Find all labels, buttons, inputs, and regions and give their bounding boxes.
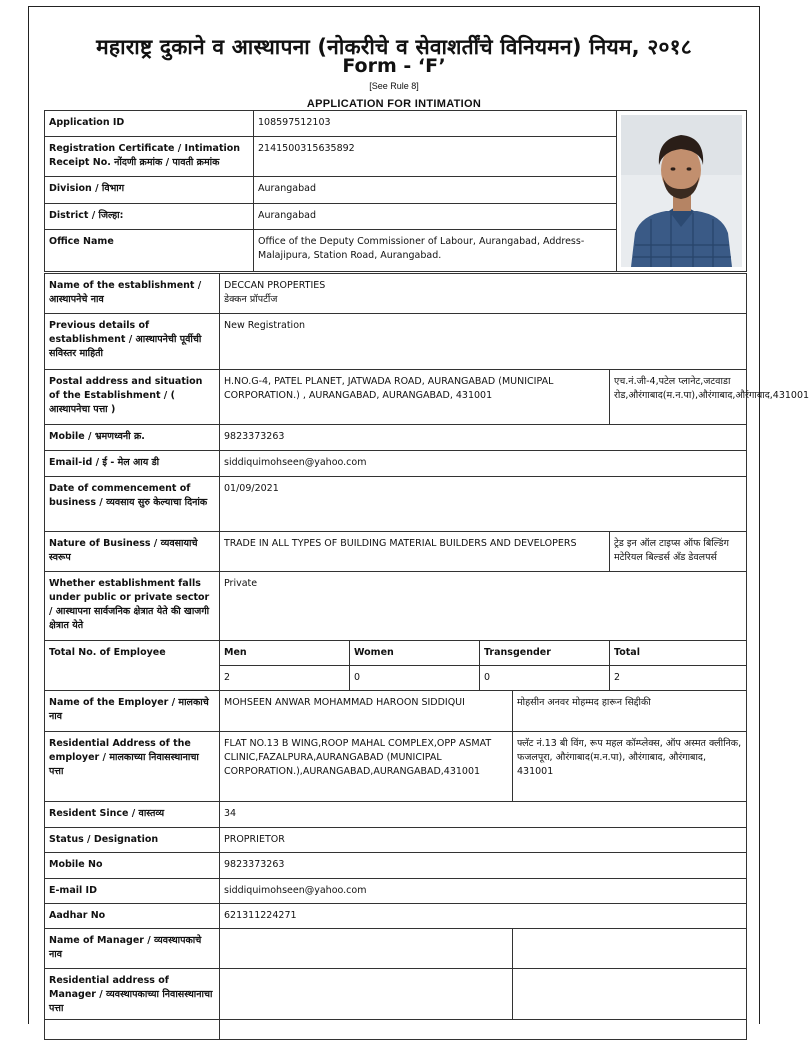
employer-mobile-label: Mobile No xyxy=(45,853,220,879)
division-label: Division / विभाग xyxy=(45,177,254,203)
employee-count-men: 2 xyxy=(220,666,350,691)
employer-email-value: siddiquimohseen@yahoo.com xyxy=(220,879,747,904)
manager-address-value-mr xyxy=(513,969,747,1020)
application-id-label: Application ID xyxy=(45,111,254,137)
employer-address-en: FLAT NO.13 B WING,ROOP MAHAL COMPLEX,OPP ASMAT CLINIC,FAZALPURA,AURANGABAD (MUNICIPAL CORPORATION.),AURANGABAD,AURANGABAD,431001 xyxy=(220,732,513,802)
nature-label: Nature of Business / व्यवसायाचे स्वरूप xyxy=(45,532,220,572)
employer-name-label: Name of the Employer / मालकाचे नाव xyxy=(45,691,220,732)
next-row-value xyxy=(220,1020,747,1040)
next-row-label xyxy=(45,1020,220,1040)
postal-address-en: H.NO.G-4, PATEL PLANET, JATWADA ROAD, AURANGABAD (MUNICIPAL CORPORATION.) , AURANGABAD, AURANGABAD, 431001 xyxy=(220,370,610,425)
employer-mobile-value: 9823373263 xyxy=(220,853,747,879)
resident-since-label: Resident Since / वास्तव्य xyxy=(45,802,220,828)
office-name-label: Office Name xyxy=(45,229,254,271)
previous-details-label: Previous details of establishment / आस्थापनेची पूर्वीची सविस्तर माहिती xyxy=(45,314,220,370)
division-value: Aurangabad xyxy=(254,177,617,203)
employee-count-transgender: 0 xyxy=(480,666,610,691)
district-label: District / जिल्हा: xyxy=(45,203,254,229)
resident-since-value: 34 xyxy=(220,802,747,828)
commencement-label: Date of commencement of business / व्यवसाय सुरु केल्याचा दिनांक xyxy=(45,477,220,532)
registration-label: Registration Certificate / Intimation Receipt No. नोंदणी क्रमांक / पावती क्रमांक xyxy=(45,137,254,177)
manager-address-label: Residential address of Manager / व्यवस्थापकाच्या निवासस्थानाचा पत्ता xyxy=(45,969,220,1020)
previous-details-value: New Registration xyxy=(220,314,747,370)
registration-value: 2141500315635892 xyxy=(254,137,617,177)
employer-name-mr: मोहसीन अनवर मोहम्मद हारून सिद्दीकी xyxy=(513,691,747,732)
status-value: PROPRIETOR xyxy=(220,828,747,853)
form-title-marathi: महाराष्ट्र दुकाने व आस्थापना (नोकरीचे व सेवाशर्तींचे विनियमन) नियम, २०१८ xyxy=(96,35,692,59)
employee-header-men: Men xyxy=(220,641,350,666)
employer-email-label: E-mail ID xyxy=(45,879,220,904)
office-info-table xyxy=(44,110,747,272)
postal-address-mr: एच.नं.जी-4,पटेल प्लानेट,जटवाडा रोड,औरंगाबाद(म.न.पा),औरंगाबाद,औरंगाबाद,431001 xyxy=(610,370,747,425)
manager-name-value xyxy=(220,929,513,969)
establishment-name-value xyxy=(220,274,747,314)
commencement-value: 01/09/2021 xyxy=(220,477,747,532)
employer-address-label: Residential Address of the employer / मालकाच्या निवासस्थानाचा पत्ता xyxy=(45,732,220,802)
applicant-photo xyxy=(617,111,747,272)
employee-count-women: 0 xyxy=(350,666,480,691)
email-value: siddiquimohseen@yahoo.com xyxy=(220,451,747,477)
form-name: Form - ‘F’ xyxy=(342,55,446,77)
employee-count-label: Total No. of Employee xyxy=(45,641,220,691)
aadhar-label: Aadhar No xyxy=(45,904,220,929)
mobile-value: 9823373263 xyxy=(220,425,747,451)
employee-header-women: Women xyxy=(350,641,480,666)
form-subtitle: APPLICATION FOR INTIMATION xyxy=(306,98,482,110)
manager-name-value-mr xyxy=(513,929,747,969)
email-label: Email-id / ई - मेल आय डी xyxy=(45,451,220,477)
postal-address-label: Postal address and situation of the Establishment / ( आस्थापनेचा पत्ता ) xyxy=(45,370,220,425)
office-name-value: Office of the Deputy Commissioner of Labour, Aurangabad, Address-Malajipura, Station Road, Aurangabad. xyxy=(254,229,617,271)
status-label: Status / Designation xyxy=(45,828,220,853)
applicant-photo-image xyxy=(621,115,742,267)
sector-label: Whether establishment falls under public or private sector / आस्थापना सार्वजनिक क्षेत्रात येते की खाजगी क्षेत्रात येते xyxy=(45,572,220,641)
employer-name-en: MOHSEEN ANWAR MOHAMMAD HAROON SIDDIQUI xyxy=(220,691,513,732)
establishment-name-mr: डेक्कन प्रॉपर्टीज xyxy=(224,294,278,305)
manager-name-label: Name of Manager / व्यवस्थापकाचे नाव xyxy=(45,929,220,969)
aadhar-value: 621311224271 xyxy=(220,904,747,929)
manager-address-value xyxy=(220,969,513,1020)
establishment-name-label: Name of the establishment / आस्थापनेचे नाव xyxy=(45,274,220,314)
nature-value-mr: ट्रेड इन ऑल टाइप्स ऑफ बिल्डिंग मटेरियल बिल्डर्स अँड डेवलपर्स xyxy=(610,532,747,572)
district-value: Aurangabad xyxy=(254,203,617,229)
employee-count-total: 2 xyxy=(610,666,747,691)
application-id-value: 108597512103 xyxy=(254,111,617,137)
employer-address-mr: फ्लॅट नं.13 बी विंग, रूप महल कॉम्प्लेक्स, ऑप अस्मत क्लीनिक, फजलपूरा, औरंगाबाद(म.न.पा), औरंगाबाद, औरंगाबाद, 431001 xyxy=(513,732,747,802)
details-table xyxy=(44,273,809,1040)
employee-header-transgender: Transgender xyxy=(480,641,610,666)
rule-reference: [See Rule 8] xyxy=(369,81,419,91)
mobile-label: Mobile / भ्रमणध्वनी क्र. xyxy=(45,425,220,451)
sector-value: Private xyxy=(220,572,747,641)
employee-header-total: Total xyxy=(610,641,747,666)
nature-value-en: TRADE IN ALL TYPES OF BUILDING MATERIAL BUILDERS AND DEVELOPERS xyxy=(220,532,610,572)
establishment-name-en: DECCAN PROPERTIES xyxy=(224,280,326,291)
